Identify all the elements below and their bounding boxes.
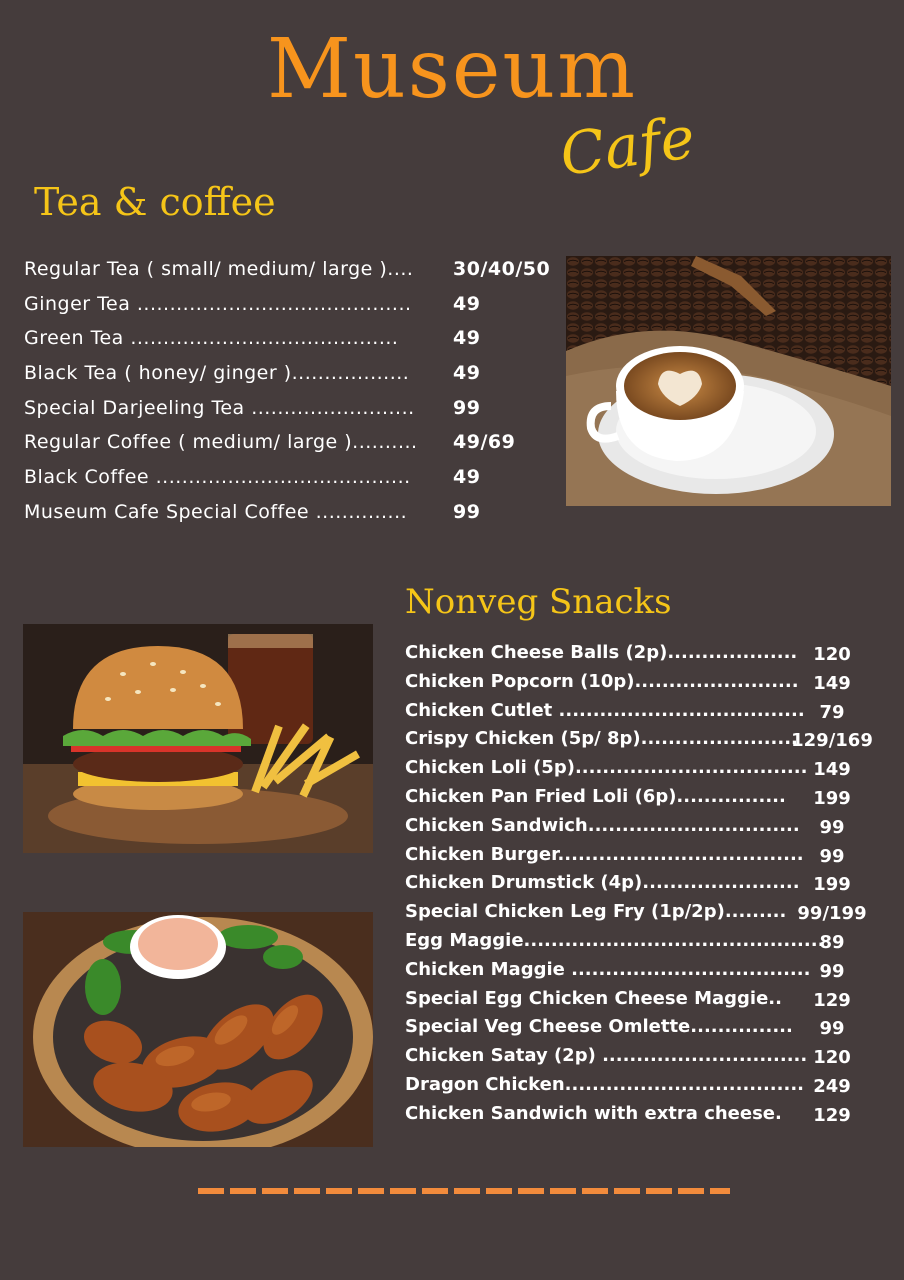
item-price: 30/40/50	[453, 258, 551, 280]
tea-coffee-heading: Tea & coffee	[34, 180, 276, 224]
item-name: Chicken Satay (2p) ..............................	[405, 1045, 808, 1067]
menu-item	[24, 256, 564, 291]
menu-item	[405, 756, 885, 785]
menu-item	[405, 699, 885, 728]
item-name: Chicken Burger....................................	[405, 843, 804, 865]
menu-item	[24, 429, 564, 464]
item-name: Special Veg Cheese Omlette...............	[405, 1016, 793, 1038]
item-price: 120	[813, 644, 851, 665]
item-name: Chicken Loli (5p)..................................	[405, 757, 808, 779]
menu-item	[405, 843, 885, 872]
item-name: Dragon Chicken...................................	[405, 1073, 804, 1095]
item-price: 99	[819, 845, 845, 867]
item-name: Green Tea .........................................	[24, 327, 399, 350]
item-price: 199	[813, 874, 851, 896]
item-name: Chicken Drumstick (4p).......................	[405, 872, 800, 894]
nonveg-snacks-heading: Nonveg Snacks	[405, 582, 672, 622]
item-name: Chicken Pan Fried Loli (6p)................	[405, 785, 786, 807]
item-name: Egg Maggie............................................	[405, 929, 825, 951]
item-price: 129/169	[791, 730, 873, 752]
item-price: 49	[453, 466, 481, 489]
item-name: Special Darjeeling Tea .........................	[24, 396, 415, 419]
menu-item	[405, 1015, 885, 1044]
menu-item	[405, 785, 885, 814]
item-name: Museum Cafe Special Coffee ..............	[24, 500, 408, 523]
item-price: 99	[819, 816, 845, 838]
menu-item	[405, 987, 885, 1016]
item-price: 99	[819, 1018, 845, 1040]
item-price: 79	[819, 701, 845, 723]
item-price: 99	[453, 500, 481, 523]
item-name: Chicken Cutlet ....................................	[405, 699, 805, 721]
latte-coffee-photo	[566, 256, 891, 506]
item-name: Ginger Tea ..........................................	[24, 292, 412, 315]
menu-item	[405, 929, 885, 958]
menu-item	[405, 1073, 885, 1102]
item-name: Black Coffee .......................................	[24, 466, 411, 489]
item-name: Special Egg Chicken Cheese Maggie..	[405, 987, 782, 1009]
menu-item	[24, 499, 564, 534]
item-price: 49	[453, 362, 481, 385]
menu-item	[405, 814, 885, 843]
item-price: 99	[819, 960, 845, 982]
item-price: 149	[813, 672, 851, 694]
item-price: 99/199	[797, 903, 867, 925]
menu-item	[24, 395, 564, 430]
item-name: Chicken Sandwich...............................	[405, 814, 800, 836]
item-price: 149	[813, 759, 851, 781]
item-price: 129	[813, 1104, 851, 1126]
item-name: Chicken Maggie ...................................	[405, 958, 811, 980]
menu-item	[24, 360, 564, 395]
menu-item	[405, 871, 885, 900]
item-price: 120	[813, 1047, 851, 1069]
brand-title: Museum	[267, 22, 637, 117]
item-price: 49	[453, 327, 481, 350]
item-name: Chicken Popcorn (10p)........................	[405, 670, 799, 692]
item-price: 199	[813, 787, 851, 809]
menu-item	[24, 291, 564, 326]
item-price: 249	[813, 1075, 851, 1097]
item-price: 89	[819, 931, 845, 953]
item-price: 99	[453, 396, 481, 419]
menu-item	[405, 670, 885, 699]
burger-fries-photo	[23, 624, 373, 853]
menu-item	[24, 325, 564, 360]
item-name: Black Tea ( honey/ ginger )..................	[24, 362, 410, 385]
menu-item	[405, 727, 885, 756]
menu-item	[405, 1102, 885, 1131]
menu-item	[405, 641, 885, 670]
footer-dashed-divider	[198, 1188, 730, 1194]
menu-item	[405, 958, 885, 987]
tea-coffee-menu	[24, 256, 564, 534]
item-name: Chicken Sandwich with extra cheese.	[405, 1102, 782, 1124]
menu-item	[405, 1044, 885, 1073]
brand-subtitle: Cafe	[555, 102, 699, 190]
fried-chicken-photo	[23, 912, 373, 1147]
item-name: Special Chicken Leg Fry (1p/2p).........	[405, 901, 787, 923]
item-name: Chicken Cheese Balls (2p)...................	[405, 642, 798, 663]
item-price: 49	[453, 292, 481, 315]
item-price: 49/69	[453, 431, 516, 454]
menu-item	[24, 464, 564, 499]
menu-item	[405, 900, 885, 929]
item-name: Crispy Chicken (5p/ 8p).......................	[405, 728, 798, 750]
item-price: 129	[813, 989, 851, 1011]
nonveg-snacks-menu	[405, 641, 885, 1131]
item-name: Regular Coffee ( medium/ large )..........	[24, 431, 418, 454]
item-name: Regular Tea ( small/ medium/ large )....	[24, 258, 414, 280]
